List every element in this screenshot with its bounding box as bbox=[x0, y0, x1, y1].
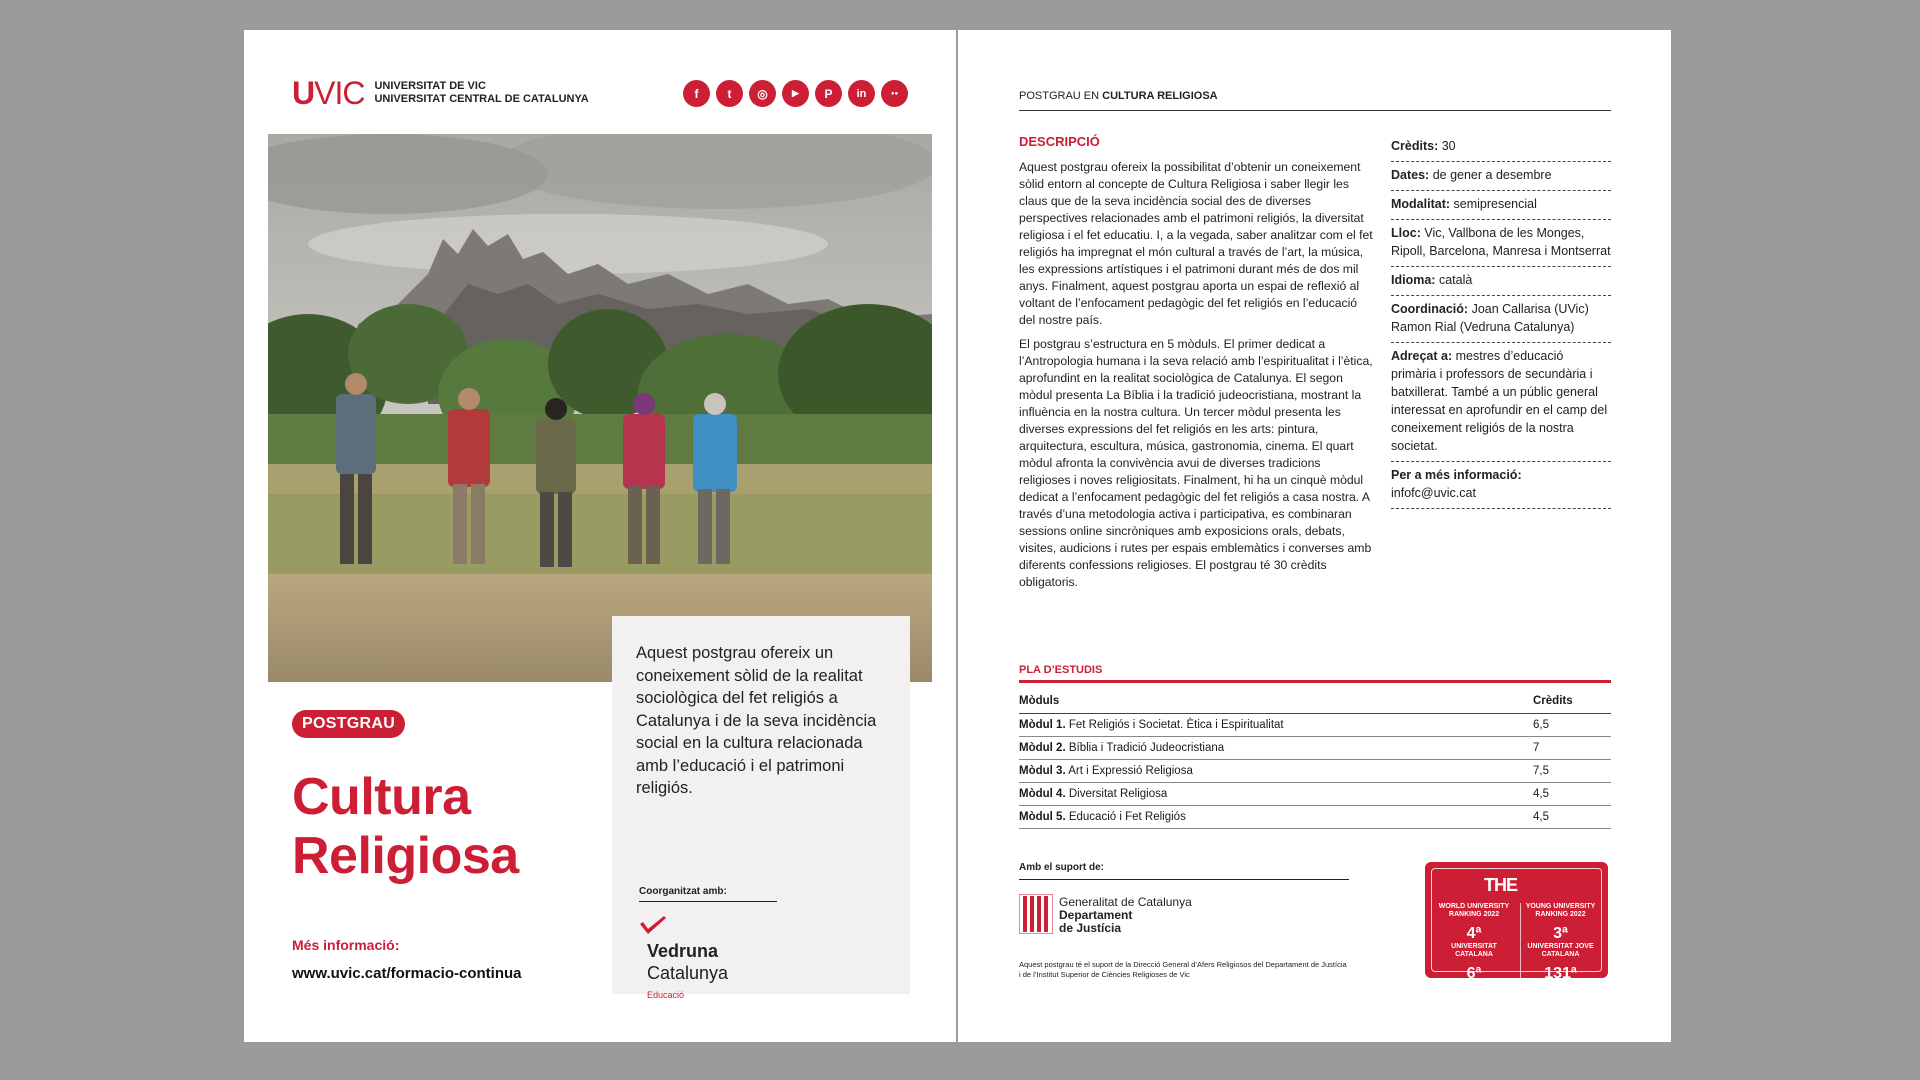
uvic-logo-mark: UVIC bbox=[292, 75, 365, 111]
fact-location: Lloc: Vic, Vallbona de les Monges, Ripoll, Barcelona, Manresa i Montserrat bbox=[1391, 220, 1611, 267]
hikers-mountain-photo bbox=[268, 134, 932, 682]
description-paragraph-2: El postgrau s’estructura en 5 mòduls. El primer dedicat a l’Antropologia humana i la seva relació amb l’espiritualitat i l’ètica, aprofundint en la realitat sociològica de Catalunya. El segon mòdul presenta La Bíblia i la tradició judeocristiana, mostrant la influència en la nostra cultura. Un tercer mòdul presenta les diverses expressions del fet religiós en les arts: pintura, arquitectura, escultura, música, gastronomia, cinema. El quart mòdul afronta la convivència avui de diverses tradicions religioses i noves religiositats. Finalment, hi ha un cinquè mòdul dedicat a l’enfocament pedagògic del fet religiós a casa nostra. A través d’una metodologia activa i participativa, es combinaran sessions online sincròniques amb exposicions orals, debats, visites, audicions i rutes per espais emblemàtics i converses amb diferents confessions religioses. El postgrau té 30 crèdits obligatoris. bbox=[1019, 337, 1373, 589]
study-plan-heading: PLA D’ESTUDIS bbox=[1019, 664, 1611, 683]
vedruna-logo-line2: Catalunya bbox=[647, 963, 729, 983]
facebook-icon[interactable]: f bbox=[683, 80, 710, 107]
more-info-url[interactable]: www.uvic.cat/formacio-continua bbox=[292, 965, 522, 982]
study-plan-table bbox=[1019, 689, 1611, 829]
uvic-logo-text: UNIVERSITAT DE VIC UNIVERSITAT CENTRAL DE CATALUNYA bbox=[374, 80, 589, 105]
fact-language: Idioma: català bbox=[1391, 267, 1611, 296]
instagram-icon[interactable]: ◎ bbox=[749, 80, 776, 107]
uvic-logo bbox=[292, 77, 589, 109]
title-line2: Religiosa bbox=[292, 827, 519, 885]
pinterest-icon[interactable]: P bbox=[815, 80, 842, 107]
world-ranking: WORLD UNIVERSITY RANKING 2022 4ª UNIVERSITAT CATALANA 6ª UNIVERSITAT ESPANYOLA bbox=[1438, 903, 1510, 998]
column-header-credits: Crèdits bbox=[1533, 689, 1611, 714]
column-header-modules: Mòduls bbox=[1019, 689, 1533, 714]
quote-text: Aquest postgrau ofereix un coneixement sòlid de la realitat sociològica del fet religiós a Catalunya i de la seva incidència social en la cultura relacionada amb l’educació i el patrimoni religiós. bbox=[636, 644, 877, 797]
coorganized-label: Coorganitzat amb: bbox=[639, 886, 777, 902]
the-brand: THE bbox=[1484, 875, 1517, 895]
twitter-icon[interactable]: t bbox=[716, 80, 743, 107]
description-body bbox=[1019, 159, 1375, 598]
table-row: Mòdul 3. Art i Expressió Religiosa 7,5 bbox=[1019, 760, 1611, 783]
young-ranking: YOUNG UNIVERSITY RANKING 2022 3ª UNIVERSITAT JOVE CATALANA 131ª UNIVERSITAT JOVE MUNDIAL bbox=[1520, 903, 1600, 999]
table-row: Mòdul 1. Fet Religiós i Societat. Ètica i Espiritualitat 6,5 bbox=[1019, 714, 1611, 737]
vedruna-logo-line1: Vedruna bbox=[647, 941, 719, 961]
vedruna-logo-line3: Educació bbox=[647, 990, 685, 1000]
brochure-detail-page bbox=[958, 30, 1671, 1042]
table-row: Mòdul 5. Educació i Fet Religiós 4,5 bbox=[1019, 806, 1611, 829]
running-head: POSTGRAU EN CULTURA RELIGIOSA bbox=[1019, 90, 1611, 111]
generalitat-flag-icon bbox=[1019, 894, 1053, 934]
vedruna-heart-icon bbox=[638, 916, 668, 940]
table-row: Mòdul 4. Diversitat Religiosa 4,5 bbox=[1019, 783, 1611, 806]
support-note: Aquest postgrau té el suport de la Direcció General d’Afers Religiosos del Departament de Justícia i de l’Institut Superior de Ciències Religioses de Vic bbox=[1019, 960, 1347, 979]
more-info-label: Més informació: bbox=[292, 937, 400, 953]
contact-email[interactable]: infofc@uvic.cat bbox=[1391, 486, 1476, 500]
flickr-icon[interactable]: ●● bbox=[881, 80, 908, 107]
postgrau-badge: POSTGRAU bbox=[292, 710, 405, 738]
youtube-icon[interactable]: ▶ bbox=[782, 80, 809, 107]
table-row: Mòdul 2. Bíblia i Tradició Judeocristiana 7 bbox=[1019, 737, 1611, 760]
description-paragraph-1: Aquest postgrau ofereix la possibilitat d’obtenir un coneixement sòlid entorn al concepte de Cultura Religiosa i saber llegir les claus que de la seva incidència social des de diverses perspectives relacionades amb el patrimoni religiós, la diversitat religiosa i el fet educatiu. I, a la vegada, saber analitzar com el fet religiós ha impregnat el món cultural a través de l’art, la música, les expressions artístiques i el patrimoni durant més de dos mil anys. Finalment, aquest postgrau aporta un espai de reflexió al voltant de l’enfocament pedagògic del fet religiós en l’educació del nostre país. bbox=[1019, 160, 1373, 327]
the-ranking-badge bbox=[1425, 862, 1608, 998]
table-header-row bbox=[1019, 689, 1611, 714]
title-line1: Cultura bbox=[292, 768, 471, 826]
support-label: Amb el suport de: bbox=[1019, 862, 1349, 880]
generalitat-logo-text: Generalitat de Catalunya Departament de Justícia bbox=[1059, 895, 1192, 935]
social-icons bbox=[683, 80, 908, 107]
course-facts bbox=[1391, 133, 1611, 509]
fact-contact: Per a més informació: infofc@uvic.cat bbox=[1391, 462, 1611, 509]
description-heading: DESCRIPCIÓ bbox=[1019, 134, 1100, 149]
fact-audience: Adreçat a: mestres d’educació primària i professors de secundària i batxillerat. També a un públic general interessat en aprofundir en el camp del coneixement religiós de la nostra societat. bbox=[1391, 343, 1611, 462]
fact-coordination: Coordinació: Joan Callarisa (UVic) Ramon Rial (Vedruna Catalunya) bbox=[1391, 296, 1611, 343]
quote-box bbox=[612, 616, 910, 1000]
fact-dates: Dates: de gener a desembre bbox=[1391, 162, 1611, 191]
fact-credits: Crèdits: 30 bbox=[1391, 133, 1611, 162]
brochure-cover-page bbox=[244, 30, 956, 1042]
fact-modality: Modalitat: semipresencial bbox=[1391, 191, 1611, 220]
linkedin-icon[interactable]: in bbox=[848, 80, 875, 107]
